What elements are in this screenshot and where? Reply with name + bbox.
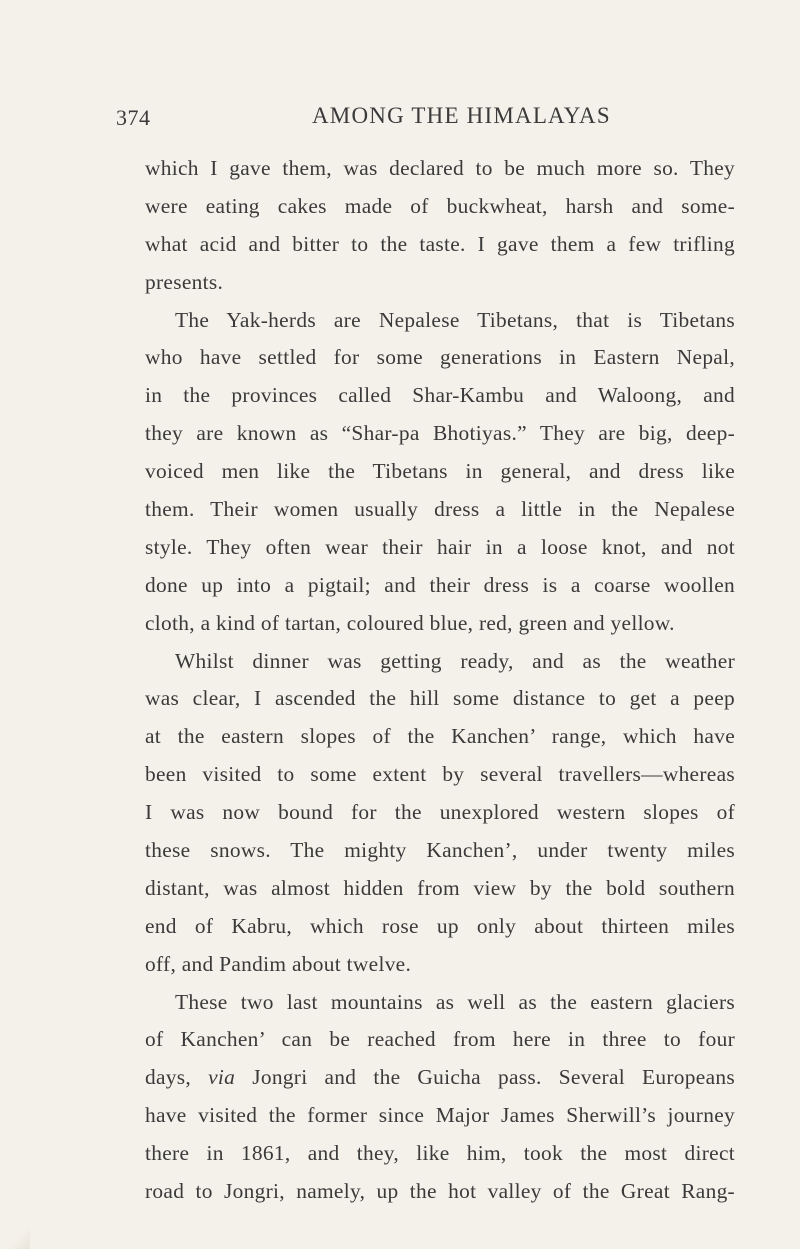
text-line: done up into a pigtail; and their dress is a coarse woollen	[145, 572, 735, 597]
italic-term: via	[208, 1065, 236, 1090]
text-line: style. They often wear their hair in a loose knot, and not	[145, 534, 735, 559]
text-line: The Yak-herds are Nepalese Tibetans, that is Tibetans	[175, 307, 735, 332]
text-line: was clear, I ascended the hill some distance to get a peep	[145, 686, 735, 711]
text-segment: Jongri and the Guicha pass. Several Europeans	[235, 1065, 735, 1090]
text-line: there in 1861, and they, like him, took the most direct	[145, 1141, 735, 1166]
text-line: these snows. The mighty Kanchen’, under twenty miles	[145, 838, 735, 863]
body-text	[145, 150, 735, 1211]
text-line: road to Jongri, namely, up the hot valley of the Great Rang-	[145, 1179, 735, 1204]
text-line: at the eastern slopes of the Kanchen’ range, which have	[145, 724, 735, 749]
text-line: were eating cakes made of buckwheat, harsh and some-	[145, 193, 735, 218]
text-line: Whilst dinner was getting ready, and as the weather	[175, 648, 735, 673]
text-line	[145, 1059, 735, 1097]
text-line: them. Their women usually dress a little in the Nepalese	[145, 497, 735, 522]
text-line: they are known as “Shar-pa Bhotiyas.” They are big, deep-	[145, 421, 735, 446]
text-line: end of Kabru, which rose up only about thirteen miles	[145, 913, 735, 938]
text-line: voiced men like the Tibetans in general, and dress like	[145, 459, 735, 484]
text-line: I was now bound for the unexplored western slopes of	[145, 800, 735, 825]
text-line: These two last mountains as well as the eastern glaciers	[175, 989, 735, 1014]
text-line: distant, was almost hidden from view by the bold southern	[145, 875, 735, 900]
running-head: AMONG THE HIMALAYAS	[312, 103, 611, 128]
text-line: cloth, a kind of tartan, coloured blue, red, green and yellow.	[145, 610, 675, 635]
text-line: been visited to some extent by several travellers—whereas	[145, 762, 735, 787]
text-line: in the provinces called Shar-Kambu and Waloong, and	[145, 383, 735, 408]
page-header	[0, 103, 800, 139]
text-line: who have settled for some generations in Eastern Nepal,	[145, 345, 735, 370]
text-line: have visited the former since Major James Sherwill’s journey	[145, 1103, 735, 1128]
text-line: which I gave them, was declared to be much more so. They	[145, 156, 735, 180]
text-line: presents.	[145, 269, 224, 294]
text-line: what acid and bitter to the taste. I gave them a few trifling	[145, 231, 735, 256]
text-segment: days,	[145, 1065, 209, 1090]
page-edge-shading	[0, 1219, 30, 1249]
text-line: off, and Pandim about twelve.	[145, 951, 412, 976]
page-number: 374	[116, 105, 151, 130]
text-line: of Kanchen’ can be reached from here in three to four	[145, 1027, 735, 1052]
